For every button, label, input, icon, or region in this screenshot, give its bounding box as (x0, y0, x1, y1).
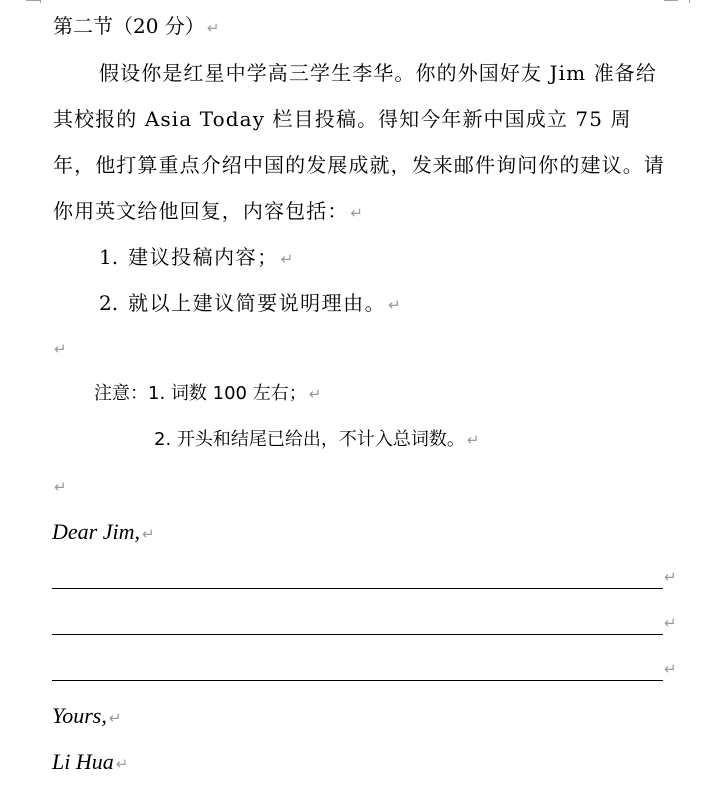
letter-closing-line (52, 702, 121, 732)
section-title-line (53, 12, 219, 42)
paragraph-mark-icon: ↵ (664, 568, 677, 586)
task-text: 就以上建议简要说明理由。 (128, 291, 387, 315)
note-text: 词数 100 左右； (170, 383, 307, 404)
paragraph-mark-icon: ↵ (115, 755, 129, 773)
page-corner-mark-left (26, 0, 40, 1)
paragraph-mark-icon: ↵ (308, 385, 322, 403)
task-text: 建议投稿内容； (128, 245, 279, 269)
writing-line (52, 680, 663, 681)
prompt-text: 假设你是红星中学高三学生李华。你的外国好友 Jim 准备给其校报的 Asia Today 栏目投稿。得知今年新中国成立 75 周年，他打算重点介绍中国的发展成就，发来邮件询问你的建议。请你用英文给他回复，内容包括： (53, 61, 665, 223)
section-title: 第二节（20 分） (53, 14, 205, 38)
paragraph-mark-icon: ↵ (141, 525, 155, 543)
page-corner-mark-right-v (689, 0, 690, 3)
paragraph-mark-icon: ↵ (664, 614, 677, 632)
empty-paragraph (52, 333, 67, 363)
note-line (94, 380, 321, 408)
paragraph-mark-icon: ↵ (664, 660, 677, 678)
empty-paragraph (52, 471, 67, 501)
letter-signature-line (52, 748, 128, 778)
task-item (99, 243, 293, 273)
page-corner-mark-right (664, 0, 678, 1)
task-number: 2. (99, 291, 119, 315)
paragraph-mark-icon: ↵ (350, 204, 365, 222)
prompt-paragraph (53, 50, 665, 236)
task-item (99, 289, 401, 319)
writing-line (52, 588, 663, 589)
paragraph-mark-icon: ↵ (108, 709, 122, 727)
paragraph-mark-icon: ↵ (280, 250, 294, 268)
letter-greeting-line (52, 518, 155, 548)
note-number: 1. (148, 383, 166, 404)
paragraph-mark-icon: ↵ (388, 296, 401, 314)
letter-greeting: Dear Jim, (52, 519, 140, 544)
paragraph-mark-icon: ↵ (206, 19, 220, 37)
note-number: 2. (154, 429, 172, 450)
letter-signature: Li Hua (52, 749, 114, 774)
note-label: 注意： (94, 383, 148, 404)
paragraph-mark-icon: ↵ (54, 340, 67, 358)
page-corner-mark-left-v (40, 0, 41, 3)
paragraph-mark-icon: ↵ (54, 478, 67, 496)
note-line (154, 426, 480, 454)
paragraph-mark-icon: ↵ (466, 431, 480, 449)
letter-closing: Yours, (52, 703, 107, 728)
writing-line (52, 634, 663, 635)
task-number: 1. (99, 245, 119, 269)
note-text: 开头和结尾已给出，不计入总词数。 (176, 429, 465, 450)
